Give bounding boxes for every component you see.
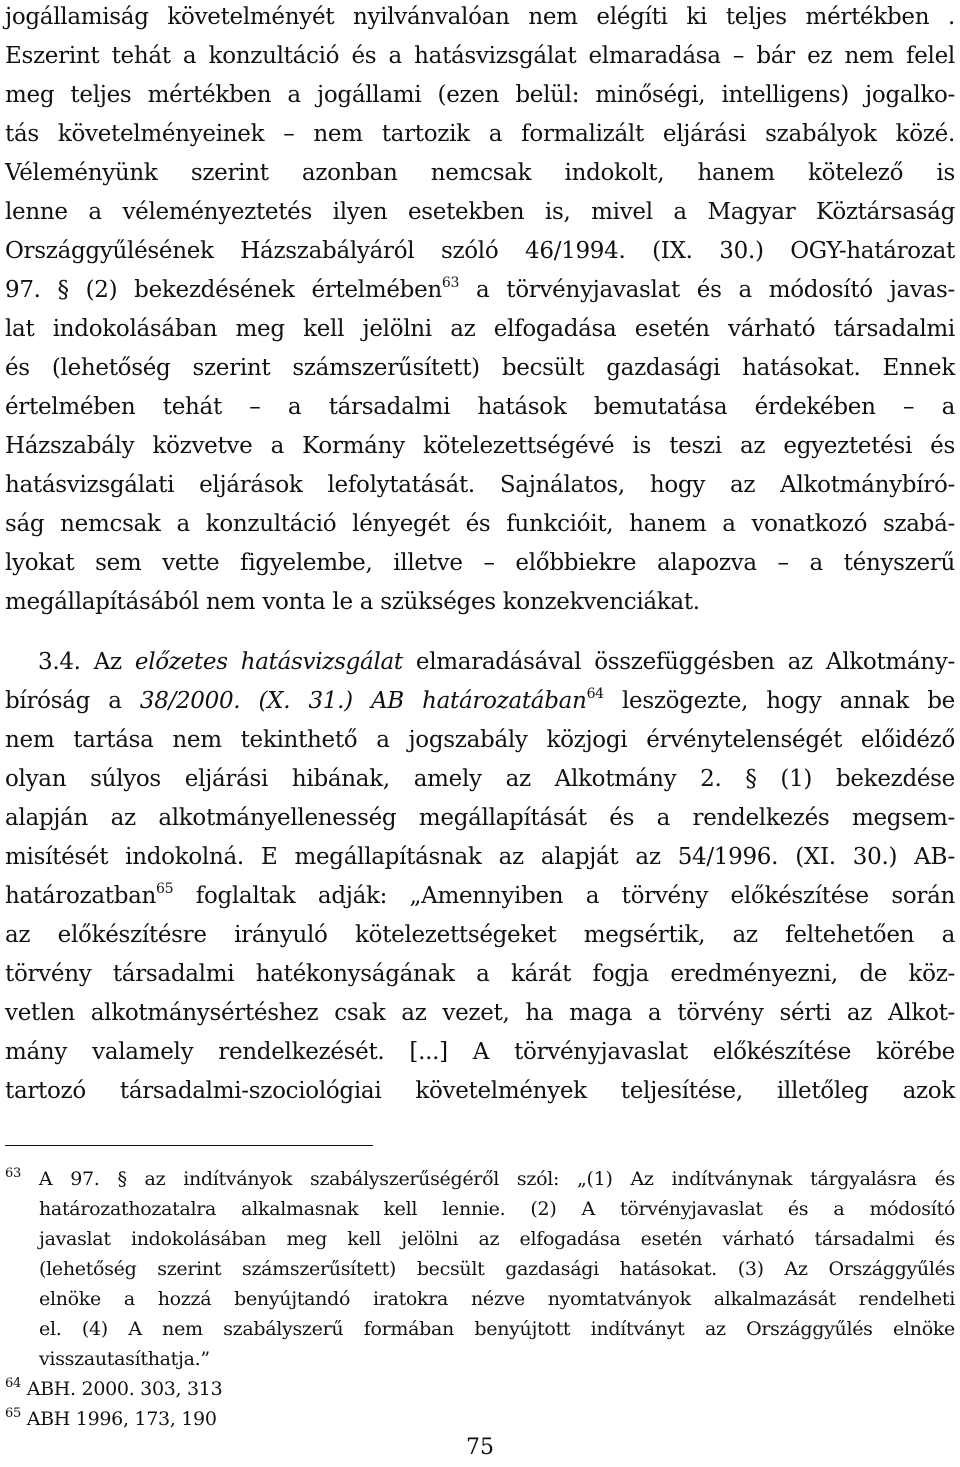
text-run: bíróság a <box>5 688 140 714</box>
text-line: tás követelményeinek – nem tartozik a formalizált eljárási szabályok közé. <box>5 121 955 147</box>
text-line: alapján az alkotmányellenesség megállapítását és a rendelkezés megsem- <box>5 805 955 831</box>
footnote-text: ABH 1996, 173, 190 <box>26 1408 217 1430</box>
text-line: Eszerint tehát a konzultáció és a hatásvizsgálat elmaradása – bár ez nem felel <box>5 43 955 69</box>
text-line: meg teljes mértékben a jogállami (ezen belül: minőségi, intelligens) jogalko- <box>5 82 955 108</box>
footnote-line: elnöke a hozzá benyújtandó iratokra nézve nyomtatványok alkalmazását rendelheti <box>39 1288 955 1310</box>
text-line: értelmében tehát – a társadalmi hatások bemutatása érdekében – a <box>5 394 955 420</box>
text-line: mány valamely rendelkezését. [...] A törvényjavaslat előkészítése körébe <box>5 1039 955 1065</box>
footnote-line: határozathozatalra alkalmasnak kell lennie. (2) A törvényjavaslat és a módosító <box>39 1198 955 1220</box>
footnote-ref-65[interactable]: 65 <box>156 881 174 897</box>
footnote-text: A 97. § az indítványok szabályszerűségéről szól: „(1) Az indítványnak tárgyalásra és <box>38 1168 955 1190</box>
italic-term: előzetes hatásvizsgálat <box>134 649 403 675</box>
text-line <box>5 881 955 911</box>
text-run: a törvényjavaslat és a módosító javas- <box>459 277 955 303</box>
text-line: ság nemcsak a konzultáció lényegét és funkcióit, hanem a vonatkozó szabá- <box>5 511 955 537</box>
footnote-number: 64 <box>5 1376 21 1391</box>
text-line: és (lehetőség szerint számszerűsített) becsült gazdasági hatásokat. Ennek <box>5 355 955 381</box>
text-line <box>5 275 955 305</box>
footnote-65 <box>5 1406 955 1433</box>
text-line: Országgyűlésének Házszabályáról szóló 46/1994. (IX. 30.) OGY-határozat <box>5 238 955 264</box>
footnote-line: el. (4) A nem szabályszerű formában benyújtott indítványt az Országgyűlés elnöke <box>39 1318 955 1340</box>
footnote-text: ABH. 2000. 303, 313 <box>26 1378 223 1400</box>
footnote-ref-63[interactable]: 63 <box>441 275 460 291</box>
text-line: nem tartása nem tekinthető a jogszabály közjogi érvénytelenségét előidéző <box>5 727 955 753</box>
footnote-ref-64[interactable]: 64 <box>586 686 604 702</box>
text-line: jogállamiság követelményét nyilvánvalóan nem elégíti ki teljes mértékben . <box>5 4 955 30</box>
footnote-line: javaslat indokolásában meg kell jelölni az elfogadása esetén várható társadalmi és <box>39 1228 955 1250</box>
footnote-64 <box>5 1376 955 1403</box>
text-line <box>5 686 955 716</box>
footnote-separator <box>5 1145 373 1146</box>
text-run: 97. § (2) bekezdésének értelmében <box>5 277 442 303</box>
text-line: hatásvizsgálati eljárások lefolytatását. Sajnálatos, hogy az Alkotmánybíró- <box>5 472 955 498</box>
text-line: lat indokolásában meg kell jelölni az elfogadása esetén várható társadalmi <box>5 316 955 342</box>
text-line: tartozó társadalmi-szociológiai követelmények teljesítése, illetőleg azok <box>5 1078 955 1104</box>
page-number: 75 <box>466 1435 494 1460</box>
text-line <box>5 647 955 677</box>
italic-citation: 38/2000. (X. 31.) AB határozatában <box>139 688 587 714</box>
text-line: az előkészítésre irányuló kötelezettségeket megsértik, az feltehetően a <box>5 922 955 948</box>
text-run: 3.4. Az <box>38 649 135 675</box>
footnote-line: visszautasíthatja.” <box>39 1348 210 1370</box>
footnote-number: 65 <box>5 1406 21 1421</box>
text-run: leszögezte, hogy annak be <box>603 688 955 714</box>
text-run: határozatban <box>5 883 157 909</box>
footnote-63 <box>5 1166 955 1193</box>
footnote-number: 63 <box>5 1166 21 1181</box>
text-line: Házszabály közvetve a Kormány kötelezettségévé is teszi az egyeztetési és <box>5 433 955 459</box>
text-line: misítését indokolná. E megállapításnak az alapját az 54/1996. (XI. 30.) AB- <box>5 844 955 870</box>
text-line: törvény társadalmi hatékonyságának a kárát fogja eredményezni, de köz- <box>5 961 955 987</box>
text-line: olyan súlyos eljárási hibának, amely az Alkotmány 2. § (1) bekezdése <box>5 766 955 792</box>
text-line: megállapításából nem vonta le a szükséges konzekvenciákat. <box>5 589 700 615</box>
text-line: Véleményünk szerint azonban nemcsak indokolt, hanem kötelező is <box>5 160 955 186</box>
footnote-line: (lehetőség szerint számszerűsített) becsült gazdasági hatásokat. (3) Az Országgyűlés <box>39 1258 955 1280</box>
text-line: lyokat sem vette figyelembe, illetve – előbbiekre alapozva – a tényszerű <box>5 550 955 576</box>
text-line: lenne a véleményeztetés ilyen esetekben is, mivel a Magyar Köztársaság <box>5 199 955 225</box>
text-line: vetlen alkotmánysértéshez csak az vezet, ha maga a törvény sérti az Alkot- <box>5 1000 955 1026</box>
text-run: elmaradásával összefüggésben az Alkotmány- <box>402 649 955 675</box>
text-run: foglaltak adják: „Amennyiben a törvény előkészítése során <box>173 883 955 909</box>
